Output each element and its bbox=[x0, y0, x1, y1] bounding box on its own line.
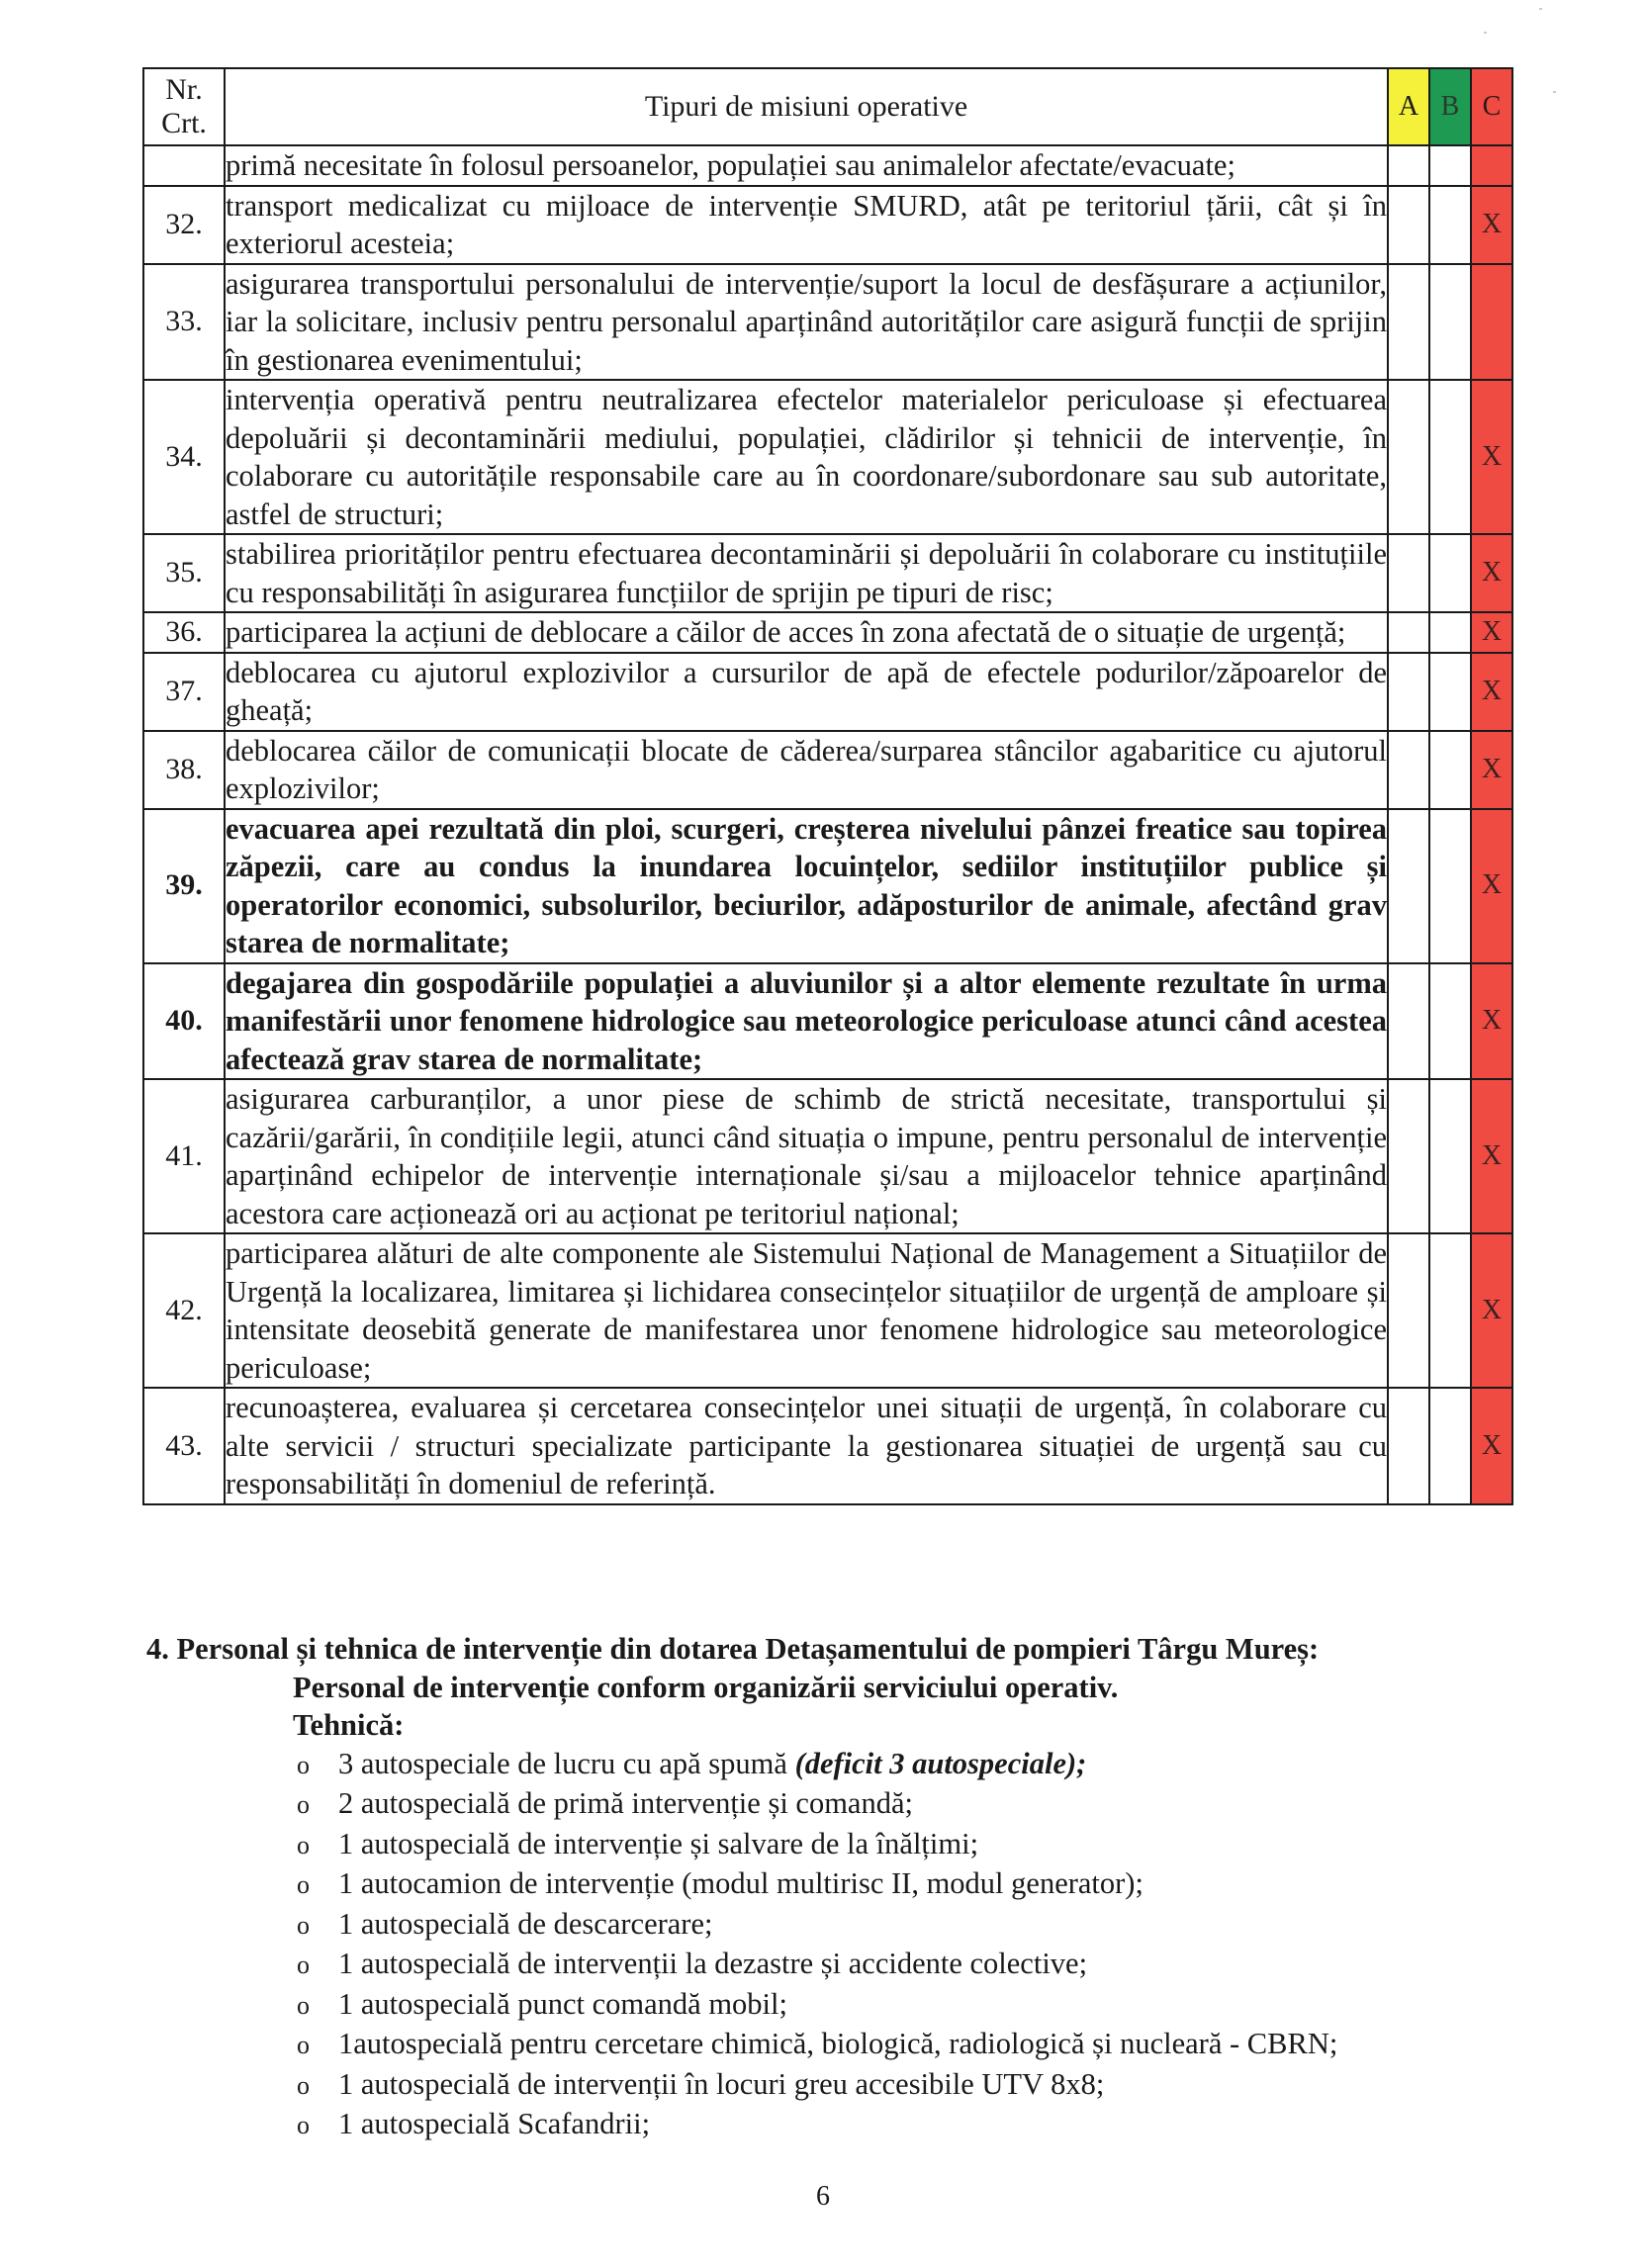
row-cell-a bbox=[1388, 264, 1429, 381]
row-cell-a bbox=[1388, 1233, 1429, 1388]
equipment-item-text: 1 autospecială de descarcerare; bbox=[338, 1906, 713, 1941]
row-number: 42. bbox=[143, 1233, 225, 1388]
row-mission-text: asigurarea carburanților, a unor piese de schimb de strictă necesitate, transportului și cazării/garării, în condițiile legii, atunci când situația o impune, pentru personalul de intervenție aparținând echipelor de intervenție internaționale și/sau a mijloacelor tehnice aparținând acestora care acționează ori au acționat pe teritoriul național; bbox=[225, 1079, 1388, 1233]
row-mission-text: asigurarea transportului personalului de intervenție/suport la locul de desfășurare a acțiunilor, iar la solicitare, inclusiv pentru personalul aparținând autorităților care asigură funcții de sprijin în gestionarea evenimentului; bbox=[225, 264, 1388, 381]
row-cell-a bbox=[1388, 1079, 1429, 1233]
table-row bbox=[143, 963, 1512, 1080]
table-row bbox=[143, 1388, 1512, 1504]
equipment-item-text: 1 autospecială Scafandrii; bbox=[338, 2107, 651, 2140]
row-cell-b bbox=[1429, 380, 1471, 534]
header-nr-line2: Crt. bbox=[161, 107, 207, 139]
equipment-item-text: 1 autospecială de intervenții în locuri greu accesibile UTV 8x8; bbox=[338, 2066, 1105, 2101]
header-category-b: B bbox=[1429, 68, 1471, 145]
row-mission-text: evacuarea apei rezultată din ploi, scurgeri, creșterea nivelului pânzei freatice sau topirea zăpezii, care au condus la inundarea locuințelor, sediilor instituțiilor publice și operatorilor economici, subsolurilor, beciurilor, adăposturilor de animale, afectând grav starea de normalitate; bbox=[225, 809, 1388, 963]
row-cell-a bbox=[1388, 731, 1429, 809]
header-nr-crt bbox=[143, 68, 225, 145]
row-cell-c: X bbox=[1471, 534, 1512, 612]
list-item bbox=[293, 1905, 1531, 1946]
row-number: 43. bbox=[143, 1388, 225, 1504]
row-cell-a bbox=[1388, 809, 1429, 963]
list-item bbox=[293, 1864, 1531, 1905]
row-number: 41. bbox=[143, 1079, 225, 1233]
row-cell-b bbox=[1429, 1079, 1471, 1233]
section-heading: 4. Personal și tehnica de intervenție din dotarea Detașamentului de pompieri Târgu Mureș: bbox=[146, 1632, 1320, 1666]
row-cell-b bbox=[1429, 534, 1471, 612]
row-mission-text: stabilirea priorităților pentru efectuarea decontaminării și depoluării în colaborare cu instituțiile cu responsabilități în asigurarea funcțiilor de sprijin pe tipuri de risc; bbox=[225, 534, 1388, 612]
equipment-item-text: 3 autospeciale de lucru cu apă spumă bbox=[338, 1746, 795, 1780]
table-header-row bbox=[143, 68, 1512, 145]
row-cell-c: X bbox=[1471, 731, 1512, 809]
row-cell-c: X bbox=[1471, 186, 1512, 264]
hollow-bullet-icon: o bbox=[297, 1750, 310, 1779]
row-number: 36. bbox=[143, 612, 225, 653]
row-cell-a bbox=[1388, 534, 1429, 612]
hollow-bullet-icon: o bbox=[297, 1830, 310, 1860]
row-cell-a bbox=[1388, 653, 1429, 731]
scan-artifact bbox=[1484, 32, 1487, 34]
hollow-bullet-icon: o bbox=[297, 2031, 310, 2059]
equipment-item-text: 2 autospecială de primă intervenție și comandă; bbox=[338, 1786, 913, 1820]
row-cell-c: X bbox=[1471, 653, 1512, 731]
header-nr-line1: Nr. bbox=[165, 73, 203, 106]
equipment-list bbox=[146, 1745, 1531, 2145]
row-cell-c: X bbox=[1471, 963, 1512, 1080]
row-cell-a bbox=[1388, 145, 1429, 186]
equipment-item-text: 1autospecială pentru cercetare chimică, biologică, radiologică și nucleară - CBRN; bbox=[338, 2027, 1338, 2060]
hollow-bullet-icon: o bbox=[297, 2070, 310, 2100]
table-row bbox=[143, 612, 1512, 653]
row-number: 33. bbox=[143, 264, 225, 381]
hollow-bullet-icon: o bbox=[297, 1950, 310, 1979]
hollow-bullet-icon: o bbox=[297, 1870, 310, 1899]
row-cell-c: X bbox=[1471, 809, 1512, 963]
list-item bbox=[293, 2065, 1531, 2106]
row-cell-b bbox=[1429, 731, 1471, 809]
hollow-bullet-icon: o bbox=[297, 1910, 310, 1940]
row-cell-c: X bbox=[1471, 612, 1512, 653]
header-category-a: A bbox=[1388, 68, 1429, 145]
row-number: 35. bbox=[143, 534, 225, 612]
table-row bbox=[143, 145, 1512, 186]
equipment-item-text: 1 autospecială de intervenții la dezastre și accidente colective; bbox=[338, 1947, 1088, 1980]
row-cell-c bbox=[1471, 264, 1512, 381]
row-mission-text: participarea alături de alte componente ale Sistemului Național de Management a Situațiilor de Urgență la localizarea, limitarea și lichidarea consecințelor situațiilor de urgență de amploare și intensitate deosebită generate de manifestarea unor fenomene hidrologice sau meteorologice periculoase; bbox=[225, 1233, 1388, 1388]
list-item bbox=[293, 1825, 1531, 1865]
row-cell-c: X bbox=[1471, 1079, 1512, 1233]
operative-missions-table bbox=[142, 67, 1513, 1505]
row-cell-c bbox=[1471, 145, 1512, 186]
row-number: 32. bbox=[143, 186, 225, 264]
row-cell-b bbox=[1429, 653, 1471, 731]
hollow-bullet-icon: o bbox=[297, 2111, 310, 2139]
row-cell-b bbox=[1429, 1388, 1471, 1504]
row-cell-a bbox=[1388, 963, 1429, 1080]
table-row bbox=[143, 731, 1512, 809]
table-row bbox=[143, 380, 1512, 534]
row-cell-b bbox=[1429, 145, 1471, 186]
table-row bbox=[143, 653, 1512, 731]
row-number: 34. bbox=[143, 380, 225, 534]
scan-artifact bbox=[1553, 91, 1556, 93]
list-item bbox=[293, 1945, 1531, 1985]
row-mission-text: intervenția operativă pentru neutralizarea efectelor materialelor periculoase și efectuarea depoluării și decontaminării mediului, populației, clădirilor și tehnicii de intervenție, în colaborare cu autoritățile responsabile care au în coordonare/subordonare sau sub autoritate, astfel de structuri; bbox=[225, 380, 1388, 534]
row-cell-b bbox=[1429, 264, 1471, 381]
row-cell-b bbox=[1429, 963, 1471, 1080]
row-cell-c: X bbox=[1471, 1233, 1512, 1388]
table-row bbox=[143, 1079, 1512, 1233]
page-number: 6 bbox=[816, 2181, 830, 2212]
row-number: 39. bbox=[143, 809, 225, 963]
row-mission-text: degajarea din gospodăriile populației a aluviunilor și a altor elemente rezultate în urma manifestării unor fenomene hidrologice sau meteorologice periculoase atunci când acestea afectează grav starea de normalitate; bbox=[225, 963, 1388, 1080]
row-number: 38. bbox=[143, 731, 225, 809]
row-mission-text: deblocarea căilor de comunicații blocate de căderea/surparea stâncilor agabaritice cu ajutorul explozivilor; bbox=[225, 731, 1388, 809]
row-cell-c: X bbox=[1471, 380, 1512, 534]
table-row bbox=[143, 809, 1512, 963]
list-item bbox=[293, 2105, 1531, 2145]
personnel-statement: Personal de intervenție conform organizării serviciului operativ. bbox=[293, 1670, 1119, 1704]
scan-artifact bbox=[1539, 8, 1542, 10]
table-row bbox=[143, 264, 1512, 381]
hollow-bullet-icon: o bbox=[297, 1790, 310, 1819]
table-row bbox=[143, 534, 1512, 612]
list-item bbox=[293, 1745, 1531, 1785]
header-mission-types: Tipuri de misiuni operative bbox=[225, 68, 1388, 145]
row-cell-a bbox=[1388, 612, 1429, 653]
row-mission-text: recunoașterea, evaluarea și cercetarea consecințelor unei situații de urgență, în colaborare cu alte servicii / structuri specializate participante la gestionarea situației de urgență sau cu responsabilități în domeniul de referință. bbox=[225, 1388, 1388, 1504]
row-cell-b bbox=[1429, 186, 1471, 264]
row-cell-b bbox=[1429, 809, 1471, 963]
table-row bbox=[143, 186, 1512, 264]
row-cell-b bbox=[1429, 612, 1471, 653]
equipment-item-text: 1 autocamion de intervenție (modul multirisc II, modul generator); bbox=[338, 1866, 1143, 1900]
list-item bbox=[293, 2025, 1531, 2065]
row-number: 37. bbox=[143, 653, 225, 731]
row-cell-a bbox=[1388, 186, 1429, 264]
row-cell-a bbox=[1388, 380, 1429, 534]
list-item bbox=[293, 1985, 1531, 2026]
equipment-item-text: 1 autospecială punct comandă mobil; bbox=[338, 1986, 787, 2021]
deficit-note: (deficit 3 autospeciale); bbox=[794, 1746, 1087, 1780]
equipment-heading: Tehnică: bbox=[293, 1708, 405, 1742]
row-mission-text: deblocarea cu ajutorul explozivilor a cursurilor de apă de efectele podurilor/zăpoarelor de gheață; bbox=[225, 653, 1388, 731]
row-number: 40. bbox=[143, 963, 225, 1080]
section-personnel-equipment bbox=[146, 1630, 1531, 2145]
list-item bbox=[293, 1784, 1531, 1825]
equipment-item-text: 1 autospecială de intervenție și salvare de la înălțimi; bbox=[338, 1826, 979, 1860]
row-mission-text: transport medicalizat cu mijloace de intervenție SMURD, atât pe teritoriul țării, cât și în exteriorul acesteia; bbox=[225, 186, 1388, 264]
row-number bbox=[143, 145, 225, 186]
row-cell-c: X bbox=[1471, 1388, 1512, 1504]
row-mission-text: participarea la acțiuni de deblocare a căilor de acces în zona afectată de o situație de urgență; bbox=[225, 612, 1388, 653]
hollow-bullet-icon: o bbox=[297, 1990, 310, 2020]
row-cell-a bbox=[1388, 1388, 1429, 1504]
header-category-c: C bbox=[1471, 68, 1512, 145]
row-cell-b bbox=[1429, 1233, 1471, 1388]
table-body bbox=[143, 145, 1512, 1504]
table-row bbox=[143, 1233, 1512, 1388]
row-mission-text: primă necesitate în folosul persoanelor, populației sau animalelor afectate/evacuate; bbox=[225, 145, 1388, 186]
